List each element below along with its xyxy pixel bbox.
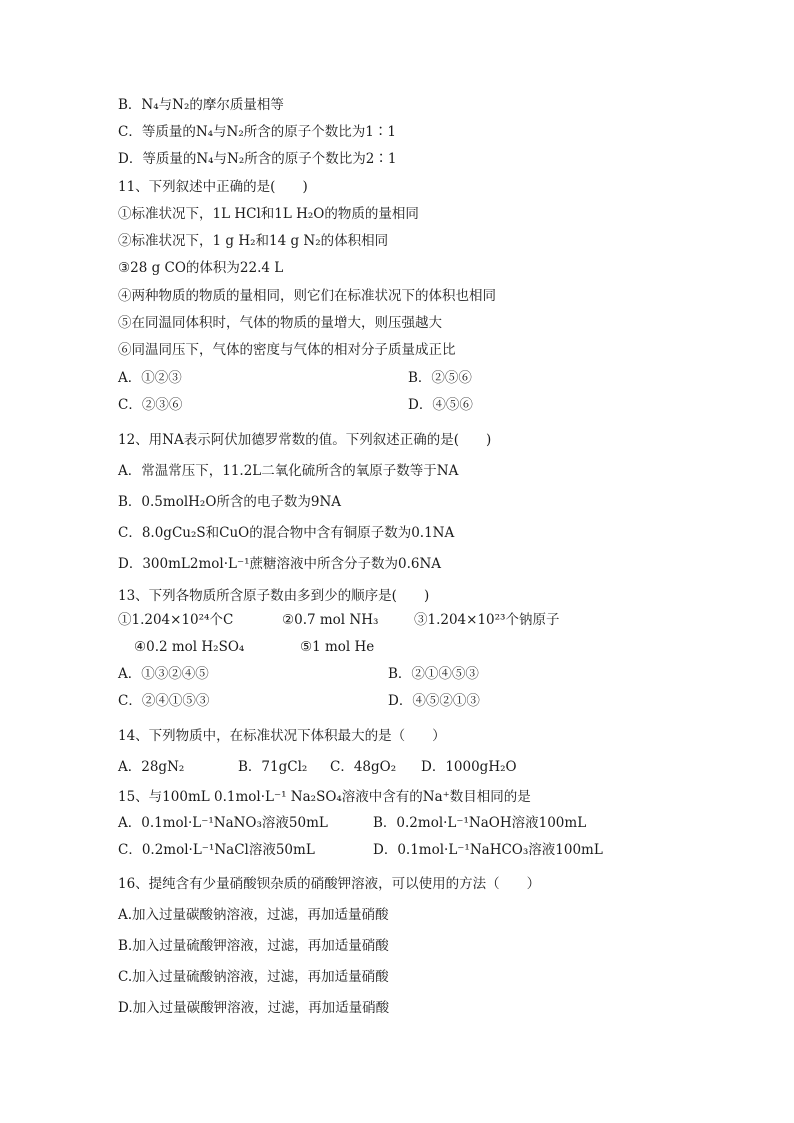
q11-option-a: A．①②③ [118,370,182,386]
q13-item-2: ②0.7 mol NH₃ [282,612,379,628]
q12-stem: 12、用NA表示阿伏加德罗常数的值。下列叙述正确的是( ) [118,432,492,448]
q13-item-1: ①1.204×10²⁴个C [118,612,234,628]
q12-option-d: D．300mL2mol·L⁻¹蔗糖溶液中所含分子数为0.6NA [118,556,442,572]
q15-stem: 15、与100mL 0.1mol·L⁻¹ Na₂SO₄溶液中含有的Na⁺数目相同的是 [118,789,531,805]
q11-option-b: B．②⑤⑥ [408,370,472,386]
q13-option-c: C．②④①⑤③ [118,693,210,709]
q14-stem: 14、下列物质中，在标准状况下体积最大的是（ ） [118,728,446,744]
q14-option-c: C．48gO₂ [330,759,397,775]
q13-option-b: B．②①④⑤③ [388,666,479,682]
q11-statement-1: ①标准状况下，1L HCl和1L H₂O的物质的量相同 [118,206,419,222]
q13-item-4: ④0.2 mol H₂SO₄ [134,639,245,655]
q13-item-3: ③1.204×10²³个钠原子 [414,612,560,628]
q11-statement-6: ⑥同温同压下，气体的密度与气体的相对分子质量成正比 [118,342,456,358]
q12-option-b: B．0.5molH₂O所含的电子数为9NA [118,494,342,510]
q16-option-b: B.加入过量硫酸钾溶液，过滤，再加适量硝酸 [118,938,389,954]
q13-option-a: A．①③②④⑤ [118,666,209,682]
q12-option-a: A．常温常压下，11.2L二氧化硫所含的氧原子数等于NA [118,463,459,479]
q15-option-b: B．0.2mol·L⁻¹NaOH溶液100mL [373,815,587,831]
prev-option-b: B．N₄与N₂的摩尔质量相等 [118,97,284,113]
q13-stem: 13、下列各物质所含原子数由多到少的顺序是( ) [118,588,430,604]
q16-option-d: D.加入过量碳酸钾溶液，过滤，再加适量硝酸 [118,1000,390,1016]
q11-option-c: C．②③⑥ [118,397,183,413]
prev-option-d: D．等质量的N₄与N₂所含的原子个数比为2∶1 [118,151,397,167]
q11-statement-5: ⑤在同温同体积时，气体的物质的量增大，则压强越大 [118,315,442,331]
q14-option-b: B．71gCl₂ [238,759,308,775]
q13-item-5: ⑤1 mol He [300,639,375,655]
q13-option-d: D．④⑤②①③ [388,693,480,709]
q12-option-c: C．8.0gCu₂S和CuO的混合物中含有铜原子数为0.1NA [118,525,455,541]
q14-option-a: A．28gN₂ [118,759,185,775]
q11-option-d: D．④⑤⑥ [408,397,473,413]
q11-statement-3: ③28 g CO的体积为22.4 L [118,260,284,276]
prev-option-c: C．等质量的N₄与N₂所含的原子个数比为1∶1 [118,124,396,140]
q11-stem: 11、下列叙述中正确的是( ) [118,179,308,195]
q16-stem: 16、提纯含有少量硝酸钡杂质的硝酸钾溶液，可以使用的方法（ ） [118,876,541,892]
q14-option-d: D．1000gH₂O [421,759,517,775]
q16-option-a: A.加入过量碳酸钠溶液，过滤，再加适量硝酸 [118,907,389,923]
q11-statement-2: ②标准状况下，1 g H₂和14 g N₂的体积相同 [118,233,389,249]
q15-option-a: A．0.1mol·L⁻¹NaNO₃溶液50mL [118,815,328,831]
q16-option-c: C.加入过量硫酸钠溶液，过滤，再加适量硝酸 [118,969,389,985]
q11-statement-4: ④两种物质的物质的量相同，则它们在标准状况下的体积也相同 [118,288,496,304]
q15-option-d: D．0.1mol·L⁻¹NaHCO₃溶液100mL [373,842,603,858]
q15-option-c: C．0.2mol·L⁻¹NaCl溶液50mL [118,842,315,858]
